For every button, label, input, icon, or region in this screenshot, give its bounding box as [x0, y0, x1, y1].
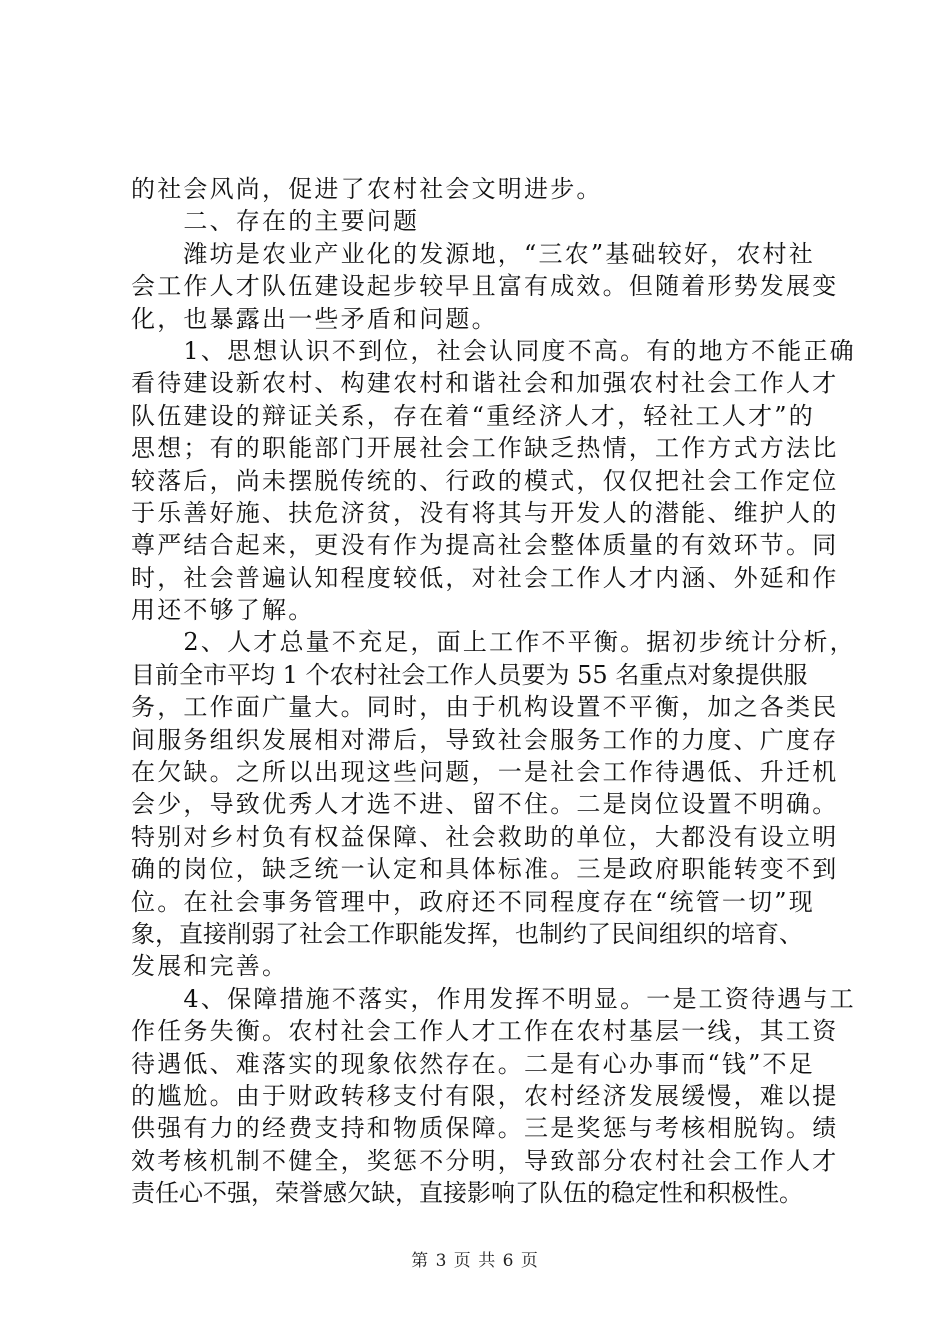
text-line: 用还不够了解。 [131, 596, 315, 625]
text-line: 较落后，尚未摆脱传统的、行政的模式，仅仅把社会工作定位 [131, 466, 839, 495]
text-line: 会工作人才队伍建设起步较早且富有成效。但随着形势发展变 [131, 272, 839, 301]
text-line: 4、保障措施不落实，作用发挥不明显。一是工资待遇与工 [131, 984, 856, 1013]
text-line: 2、人才总量不充足，面上工作不平衡。据初步统计分析， [131, 628, 856, 657]
text-line: 于乐善好施、扶危济贫，没有将其与开发人的潜能、维护人的 [131, 498, 839, 527]
text-line: 看待建设新农村、构建农村和谐社会和加强农村社会工作人才 [131, 369, 839, 398]
text-line: 会少，导致优秀人才选不进、留不住。二是岗位设置不明确。 [131, 790, 839, 819]
text-line: 特别对乡村负有权益保障、社会救助的单位，大都没有设立明 [131, 822, 839, 851]
text-line: 位。在社会事务管理中，政府还不同程度存在“统管一切”现 [131, 887, 815, 916]
text-line: 1、思想认识不到位，社会认同度不高。有的地方不能正确 [131, 336, 856, 365]
text-line: 的尴尬。由于财政转移支付有限，农村经济发展缓慢，难以提 [131, 1081, 839, 1110]
text-line: 的社会风尚，促进了农村社会文明进步。 [131, 175, 603, 203]
text-line: 化，也暴露出一些矛盾和问题。 [131, 304, 498, 333]
text-line: 目前全市平均 1 个农村社会工作人员要为 55 名重点对象提供服 [131, 660, 808, 689]
text-line: 潍坊是农业产业化的发源地，“三农”基础较好，农村社 [131, 239, 815, 268]
text-line: 尊严结合起来，更没有作为提高社会整体质量的有效环节。同 [131, 531, 839, 560]
text-line: 务，工作面广量大。同时，由于机构设置不平衡，加之各类民 [131, 693, 839, 722]
text-line: 作任务失衡。农村社会工作人才工作在农村基层一线，其工资 [131, 1017, 839, 1046]
text-line: 待遇低、难落实的现象依然存在。二是有心办事而“钱”不足 [131, 1049, 815, 1078]
text-line: 队伍建设的辩证关系，存在着“重经济人才，轻社工人才”的 [131, 401, 815, 430]
text-line: 思想；有的职能部门开展社会工作缺乏热情，工作方式方法比 [131, 434, 839, 463]
text-line: 间服务组织发展相对滞后，导致社会服务工作的力度、广度存 [131, 725, 839, 754]
text-line: 供强有力的经费支持和物质保障。三是奖惩与考核相脱钩。绩 [131, 1114, 839, 1143]
text-line: 发展和完善。 [131, 952, 289, 981]
text-line: 责任心不强，荣誉感欠缺，直接影响了队伍的稳定性和积极性。 [131, 1179, 803, 1208]
section-heading: 二、存在的主要问题 [131, 207, 420, 236]
page-number-footer: 第 3 页 共 6 页 [411, 1251, 539, 1271]
text-line: 象，直接削弱了社会工作职能发挥，也制约了民间组织的培育、 [131, 919, 803, 948]
text-line: 时，社会普遍认知程度较低，对社会工作人才内涵、外延和作 [131, 563, 839, 592]
text-line: 在欠缺。之所以出现这些问题，一是社会工作待遇低、升迁机 [131, 758, 839, 787]
text-line: 确的岗位，缺乏统一认定和具体标准。三是政府职能转变不到 [131, 855, 839, 884]
document-body [131, 173, 856, 1210]
text-line: 效考核机制不健全，奖惩不分明，导致部分农村社会工作人才 [131, 1146, 839, 1175]
